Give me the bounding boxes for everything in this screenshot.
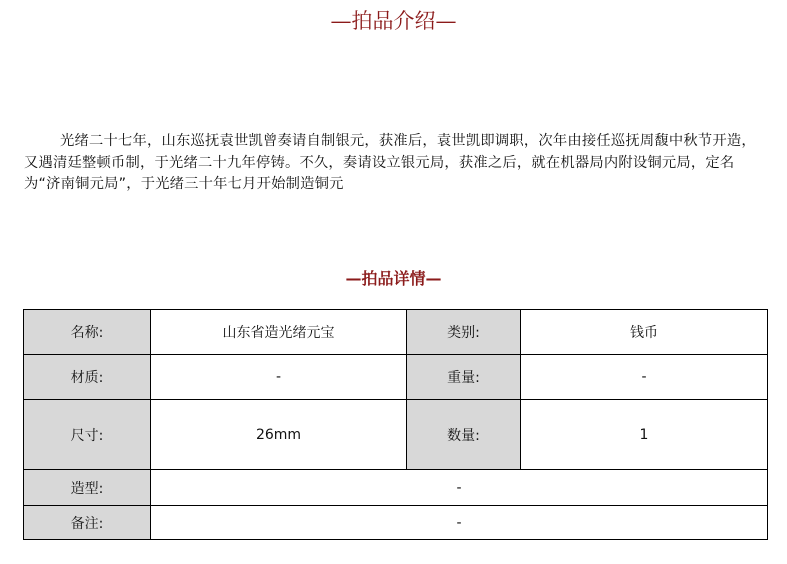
material-value: - bbox=[151, 355, 407, 400]
material-label: 材质: bbox=[24, 355, 151, 400]
table-row bbox=[24, 400, 768, 470]
table-row bbox=[24, 470, 768, 506]
remarks-label: 备注: bbox=[24, 506, 151, 540]
weight-label: 重量: bbox=[407, 355, 521, 400]
size-label: 尺寸: bbox=[24, 400, 151, 470]
details-table bbox=[23, 309, 768, 540]
page-title: —拍品介绍— bbox=[330, 9, 457, 33]
size-value: 26mm bbox=[151, 400, 407, 470]
weight-value: - bbox=[521, 355, 768, 400]
shape-value: - bbox=[151, 470, 768, 506]
shape-label: 造型: bbox=[24, 470, 151, 506]
quantity-value: 1 bbox=[521, 400, 768, 470]
name-value: 山东省造光绪元宝 bbox=[151, 310, 407, 355]
category-label: 类别: bbox=[407, 310, 521, 355]
name-label: 名称: bbox=[24, 310, 151, 355]
intro-paragraph: 光绪二十七年，山东巡抚袁世凯曾奏请自制银元，获准后，袁世凯即调职，次年由接任巡抚周馥中秋节开造，又遇清廷整顿币制，于光绪二十九年停铸。不久，奏请设立银元局，获准之后，就在机器局内附设铜元局，定名为“济南铜元局”，于光绪三十年七月开始制造铜元 bbox=[24, 133, 756, 193]
remarks-value: - bbox=[151, 506, 768, 540]
table-row bbox=[24, 310, 768, 355]
table-row bbox=[24, 506, 768, 540]
quantity-label: 数量: bbox=[407, 400, 521, 470]
category-value: 钱币 bbox=[521, 310, 768, 355]
table-row bbox=[24, 355, 768, 400]
details-title: —拍品详情— bbox=[345, 269, 442, 288]
